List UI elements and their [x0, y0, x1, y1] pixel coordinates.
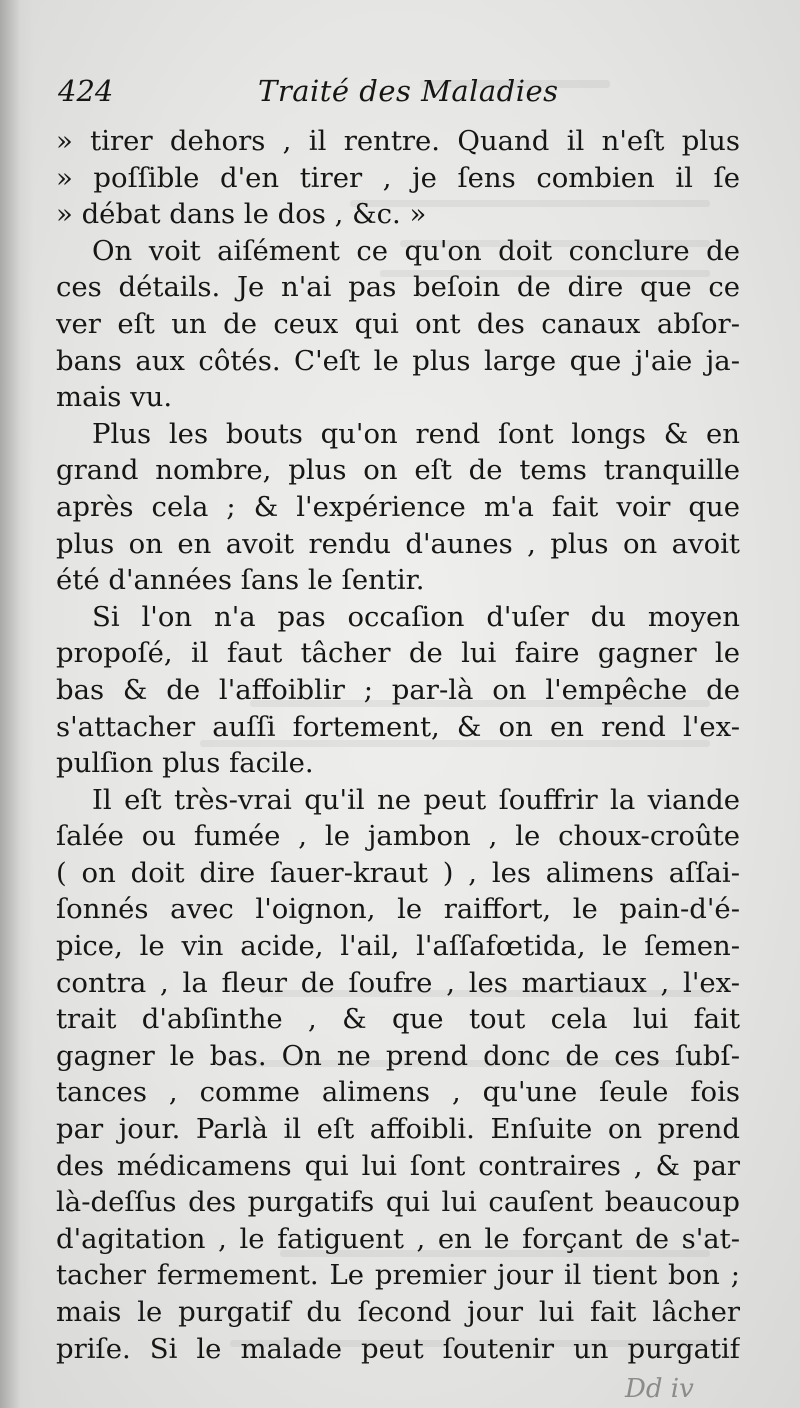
text-line: trait d'abſinthe , & que tout cela lui fait	[56, 1003, 740, 1036]
text-line: ( on doit dire ſauer-kraut ) , les alimens aſſai-	[56, 856, 740, 889]
text-line: priſe. Si le malade peut ſoutenir un purgatif	[56, 1332, 740, 1365]
page-gutter-shadow	[0, 0, 34, 1408]
running-head: Traité des Maladies	[258, 74, 559, 108]
text-line: été d'années ſans le ſentir.	[56, 564, 425, 597]
text-line: ſalée ou fumée , le jambon , le choux-croûte	[56, 820, 740, 853]
text-line: On voit aiſément ce qu'on doit conclure de	[92, 234, 740, 267]
page-header	[58, 70, 748, 120]
text-line: Il eſt très-vrai qu'il ne peut ſouffrir la viande	[92, 783, 740, 816]
text-line: mais vu.	[56, 381, 173, 414]
text-line: pice, le vin acide, l'ail, l'aſſafœtida, le ſemen-	[56, 930, 740, 963]
body-text	[56, 123, 740, 1367]
text-line: Plus les bouts qu'on rend ſont longs & en	[92, 417, 740, 450]
text-line: » débat dans le dos , &c. »	[56, 198, 427, 231]
text-line: propoſé, il faut tâcher de lui faire gagner le	[56, 637, 740, 670]
text-line: ces détails. Je n'ai pas beſoin de dire que ce	[56, 271, 740, 304]
text-line: après cela ; & l'expérience m'a fait voir que	[56, 490, 740, 523]
text-line: ver eſt un de ceux qui ont des canaux abſor-	[56, 307, 740, 340]
page-number: 424	[58, 74, 114, 108]
text-line: gagner le bas. On ne prend donc de ces ſubſ-	[56, 1039, 740, 1072]
text-line: tacher fermement. Le premier jour il tient bon ;	[56, 1259, 740, 1292]
text-line: ſonnés avec l'oignon, le raiffort, le pain-d'é-	[56, 893, 740, 926]
text-line: bas & de l'affoiblir ; par-là on l'empêche de	[56, 673, 740, 706]
text-line: contra , la fleur de ſoufre , les martiaux , l'ex-	[56, 966, 740, 999]
text-line: des médicamens qui lui ſont contraires , & par	[56, 1149, 740, 1182]
text-line: mais le purgatif du ſecond jour lui fait lâcher	[56, 1296, 740, 1328]
text-line: pulſion plus facile.	[56, 747, 314, 780]
text-line: s'attacher auſſi fortement, & on en rend l'ex-	[56, 710, 740, 743]
text-line: là-deſſus des purgatifs qui lui cauſent beaucoup	[56, 1186, 740, 1219]
text-line: » poſſible d'en tirer , je ſens combien il ſe	[56, 161, 740, 194]
text-line: par jour. Parlà il eſt affoibli. Enſuite on prend	[56, 1113, 740, 1146]
text-line: bans aux côtés. C'eſt le plus large que j'aie ja-	[56, 344, 740, 377]
text-line: tances , comme alimens , qu'une ſeule fois	[56, 1076, 740, 1109]
text-line: Si l'on n'a pas occaſion d'uſer du moyen	[92, 600, 740, 633]
text-line: d'agitation , le fatiguent , en le forçant de s'at-	[56, 1222, 740, 1255]
text-line: plus on en avoit rendu d'aunes , plus on avoit	[56, 527, 740, 560]
text-line: grand nombre, plus on eſt de tems tranquille	[56, 454, 740, 487]
text-line: » tirer dehors , il rentre. Quand il n'eſt plus	[56, 125, 740, 157]
signature-mark: Dd iv	[625, 1374, 694, 1404]
